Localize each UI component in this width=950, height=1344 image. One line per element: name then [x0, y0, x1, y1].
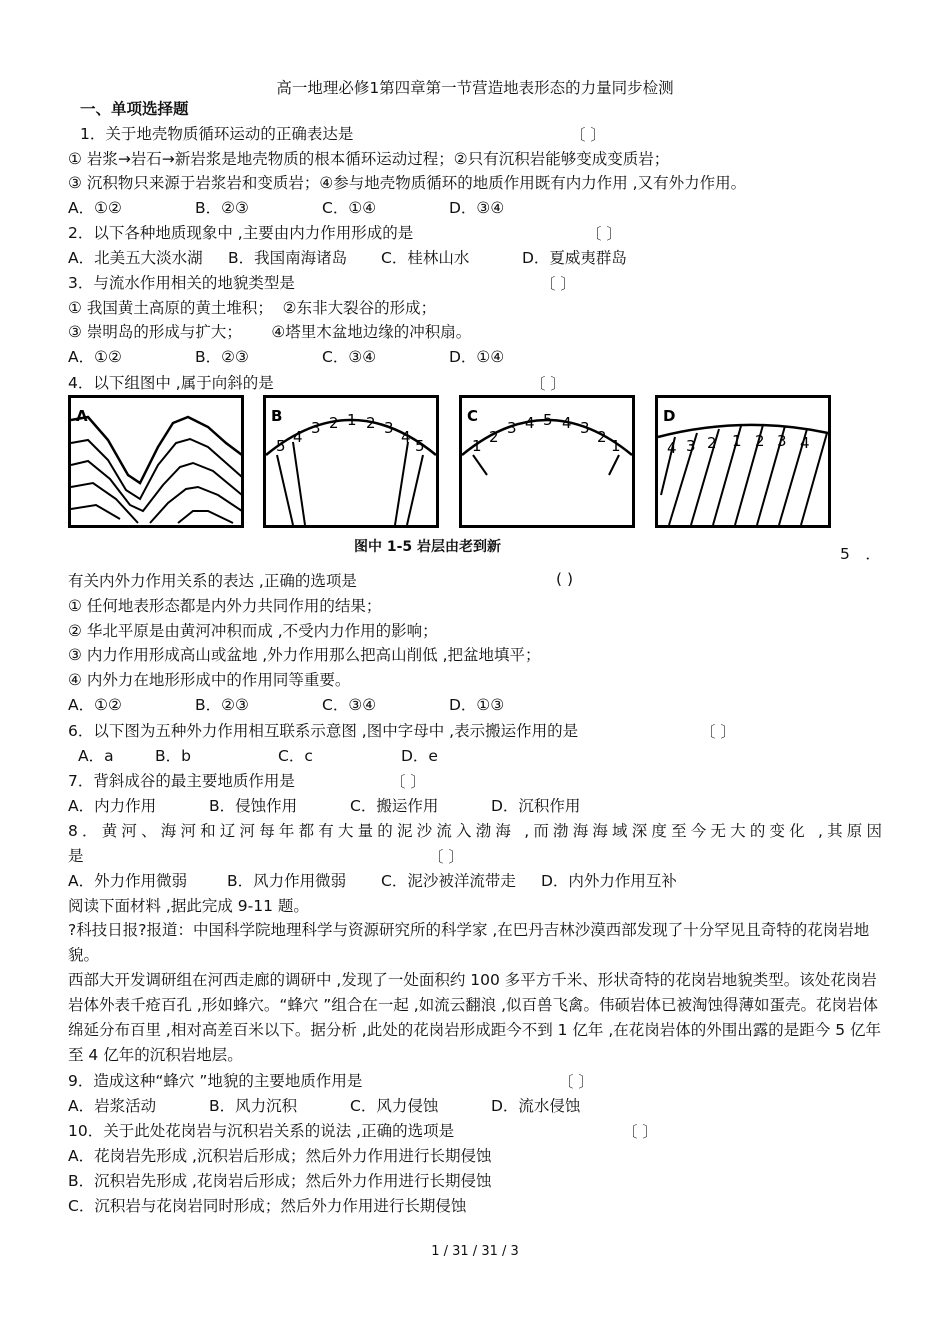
q8-options [68, 870, 677, 892]
q5-option-c[interactable]: C．③④ [322, 696, 377, 714]
q1-answer-bracket[interactable]: 〔 〕 [570, 126, 606, 144]
reading-paragraph-2: 西部大开发调研组在河西走廊的调研中 ,发现了一处面积约 100 多平方千米、形状奇特的花岗岩地貌类型。该处花岗岩岩体外表千疮百孔 ,形如蜂穴。“蜂穴 ”组合在一起 ,如流云翻浪 ,似百兽飞禽。伟硕岩体已被淘蚀得薄如蛋壳。花岗岩体绵延分布百里 ,相对高差百米以下。据分析 ,此处的花岗岩形成距今不到 1 亿年 ,在花岗岩体的外围出露的是距今 5 亿年至 4 亿年的沉积岩地层。 [68, 971, 881, 1064]
fig-b-layer: 3 [384, 419, 394, 437]
q1-statement-2: ③ 沉积物只来源于岩浆岩和变质岩；④参与地壳物质循环的地质作用既有内力作用 ,又有外力作用。 [68, 174, 747, 192]
q10-stem: 10．关于此处花岗岩与沉积岩关系的说法 ,正确的选项是 [68, 1122, 455, 1140]
q5-option-a[interactable]: A．①② [68, 696, 122, 714]
fig-c-layer: 4 [562, 414, 572, 432]
fold-diagram-a [68, 395, 244, 528]
fig-d-layer: 2 [707, 434, 717, 452]
q5-stem: 有关内外力作用关系的表达 ,正确的选项是 [68, 572, 357, 590]
fig-c-layer: 5 [543, 411, 553, 429]
fig-d-layer: 2 [755, 432, 765, 450]
fig-c-layer: 1 [611, 437, 621, 455]
q9-options [68, 1095, 580, 1117]
q5-number: 5 ． [840, 545, 881, 563]
fig-c-layer: 3 [580, 419, 590, 437]
fig-b-layer: 5 [415, 437, 425, 455]
fig-d-layer: 4 [800, 434, 810, 452]
q8-option-c[interactable]: C．泥沙被洋流带走 [381, 872, 516, 890]
fig-b-layer: 4 [293, 428, 303, 446]
fig-label-b: B [271, 407, 283, 425]
q9-stem: 9．造成这种“蜂穴 ”地貌的主要地质作用是 [68, 1072, 363, 1090]
q1-options [68, 197, 504, 219]
reading-intro: 阅读下面材料 ,据此完成 9-11 题。 [68, 897, 309, 915]
fig-b-layer: 5 [276, 437, 286, 455]
fold-diagram-b [263, 395, 439, 528]
q3-statement-2: ③ 崇明岛的形成与扩大； ④塔里木盆地边缘的冲积扇。 [68, 323, 472, 341]
fig-c-layer: 1 [472, 437, 482, 455]
section-heading: 一、单项选择题 [80, 100, 189, 118]
q3-option-b[interactable]: B．②③ [195, 348, 249, 366]
q7-option-c[interactable]: C．搬运作用 [350, 797, 439, 815]
q8-answer-bracket[interactable]: 〔 〕 [428, 848, 464, 866]
q10-option-c[interactable]: C．沉积岩与花岗岩同时形成；然后外力作用进行长期侵蚀 [68, 1197, 467, 1215]
q5-options [68, 694, 504, 716]
fig-d-layer: 3 [777, 432, 787, 450]
q9-answer-bracket[interactable]: 〔 〕 [558, 1073, 594, 1091]
q3-option-a[interactable]: A．①② [68, 348, 122, 366]
fig-d-layer: 3 [686, 437, 696, 455]
q8-stem-cont: 是 [68, 847, 84, 865]
fold-diagram-c [459, 395, 635, 528]
fig-b-layer: 1 [347, 411, 357, 429]
q2-options [68, 247, 627, 269]
fig-label-c: C [467, 407, 479, 425]
q7-stem: 7．背斜成谷的最主要地质作用是 [68, 772, 295, 790]
fig-d-layer: 1 [732, 432, 742, 450]
fig-label-d: D [663, 407, 676, 425]
q3-statement-1: ① 我国黄土高原的黄土堆积； ②东非大裂谷的形成； [68, 299, 437, 317]
q10-answer-bracket[interactable]: 〔 〕 [622, 1123, 658, 1141]
q6-options [78, 745, 438, 767]
q8-option-d[interactable]: D．内外力作用互补 [541, 872, 677, 890]
fig-b-layer: 2 [366, 414, 376, 432]
q1-option-c[interactable]: C．①④ [322, 199, 377, 217]
q1-statement-1: ① 岩浆→岩石→新岩浆是地壳物质的根本循环运动过程；②只有沉积岩能够变成变质岩； [68, 150, 670, 168]
q3-answer-bracket[interactable]: 〔 〕 [540, 275, 576, 293]
q9-option-b[interactable]: B．风力沉积 [209, 1097, 298, 1115]
q6-option-a[interactable]: A．a [78, 747, 114, 765]
q8-stem: 8．黄河、海河和辽河每年都有大量的泥沙流入渤海 ,而渤海海域深度至今无大的变化 ,其原因 [68, 822, 882, 840]
q4-answer-bracket[interactable]: 〔 〕 [530, 375, 566, 393]
q1-stem: 1．关于地壳物质循环运动的正确表达是 [80, 125, 354, 143]
q2-option-d[interactable]: D．夏威夷群岛 [522, 249, 627, 267]
fig-b-layer: 4 [401, 428, 411, 446]
fig-c-layer: 4 [525, 414, 535, 432]
q2-option-b[interactable]: B．我国南海诸岛 [228, 249, 348, 267]
q5-statement-3: ③ 内力作用形成高山或盆地 ,外力作用那么把高山削低 ,把盆地填平； [68, 646, 541, 664]
page-number: 1 / 31 / 31 / 3 [431, 1244, 519, 1259]
q5-answer-bracket[interactable]: ( ) [556, 570, 574, 588]
fold-diagram-d [655, 395, 831, 528]
q7-option-a[interactable]: A．内力作用 [68, 797, 157, 815]
q9-option-d[interactable]: D．流水侵蚀 [491, 1097, 581, 1115]
q5-option-b[interactable]: B．②③ [195, 696, 249, 714]
q5-statement-1: ① 任何地表形态都是内外力共同作用的结果； [68, 597, 382, 615]
q3-stem: 3．与流水作用相关的地貌类型是 [68, 274, 295, 292]
fig-d-layer: 4 [667, 439, 677, 457]
q8-option-b[interactable]: B．风力作用微弱 [227, 872, 347, 890]
q5-statement-2: ② 华北平原是由黄河冲积而成 ,不受内力作用的影响； [68, 622, 438, 640]
q5-statement-4: ④ 内外力在地形形成中的作用同等重要。 [68, 671, 351, 689]
q7-option-b[interactable]: B．侵蚀作用 [209, 797, 298, 815]
q2-answer-bracket[interactable]: 〔 〕 [586, 225, 622, 243]
q6-option-b[interactable]: B．b [155, 747, 191, 765]
q7-options [68, 795, 580, 817]
q6-option-d[interactable]: D．e [401, 747, 438, 765]
q4-stem: 4．以下组图中 ,属于向斜的是 [68, 374, 274, 392]
reading-paragraph-1: ?科技日报?报道：中国科学院地理科学与资源研究所的科学家 ,在巴丹吉林沙漠西部发现了十分罕见且奇特的花岗岩地貌。 [68, 921, 870, 964]
fig-label-a: A [76, 407, 88, 425]
page-title: 高一地理必修1第四章第一节营造地表形态的力量同步检测 [276, 79, 674, 97]
q10-option-a[interactable]: A．花岗岩先形成 ,沉积岩后形成；然后外力作用进行长期侵蚀 [68, 1147, 492, 1165]
q7-option-d[interactable]: D．沉积作用 [491, 797, 581, 815]
q2-option-c[interactable]: C．桂林山水 [381, 249, 470, 267]
q6-stem: 6．以下图为五种外力作用相互联系示意图 ,图中字母中 ,表示搬运作用的是 [68, 722, 579, 740]
figure-caption: 图中 1-5 岩层由老到新 [354, 539, 502, 555]
fig-c-layer: 2 [597, 428, 607, 446]
q2-option-a[interactable]: A．北美五大淡水湖 [68, 249, 203, 267]
q9-option-c[interactable]: C．风力侵蚀 [350, 1097, 439, 1115]
q2-stem: 2．以下各种地质现象中 ,主要由内力作用形成的是 [68, 224, 414, 242]
q6-answer-bracket[interactable]: 〔 〕 [700, 723, 736, 741]
fig-b-layer: 3 [311, 419, 321, 437]
q3-options [68, 346, 504, 368]
q6-option-c[interactable]: C．c [278, 747, 313, 765]
q10-option-b[interactable]: B．沉积岩先形成 ,花岗岩后形成；然后外力作用进行长期侵蚀 [68, 1172, 492, 1190]
fig-c-layer: 2 [489, 428, 499, 446]
q3-option-d[interactable]: D．①④ [449, 348, 505, 366]
q9-option-a[interactable]: A．岩浆活动 [68, 1097, 157, 1115]
q8-option-a[interactable]: A．外力作用微弱 [68, 872, 188, 890]
q1-option-d[interactable]: D．③④ [449, 199, 505, 217]
q5-option-d[interactable]: D．①③ [449, 696, 505, 714]
fig-c-layer: 3 [507, 419, 517, 437]
q7-answer-bracket[interactable]: 〔 〕 [390, 773, 426, 791]
q1-option-a[interactable]: A．①② [68, 199, 122, 217]
q3-option-c[interactable]: C．③④ [322, 348, 377, 366]
fig-b-layer: 2 [329, 414, 339, 432]
q1-option-b[interactable]: B．②③ [195, 199, 249, 217]
